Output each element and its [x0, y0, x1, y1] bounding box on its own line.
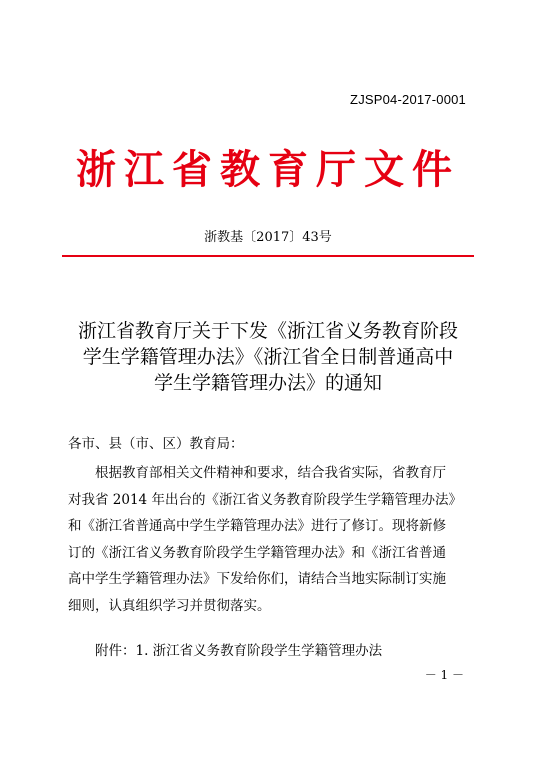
body-line: 对我省 2014 年出台的《浙江省义务教育阶段学生学籍管理办法》 [68, 491, 462, 508]
notice-title-line: 学生学籍管理办法》的通知 [153, 372, 382, 394]
body-line: 高中学生学籍管理办法》下发给你们，请结合当地实际制订实施 [68, 571, 446, 587]
body-line: 根据教育部相关文件精神和要求，结合我省实际，省教育厅 [68, 465, 446, 481]
document-code: ZJSP04-2017-0001 [350, 92, 466, 107]
page-number: － 1 － [424, 668, 464, 682]
notice-title-line: 学生学籍管理办法》《浙江省全日制普通高中 [82, 346, 454, 368]
notice-title-line: 浙江省教育厅关于下发《浙江省义务教育阶段 [77, 320, 458, 342]
attachment-item: 附件：1. 浙江省义务教育阶段学生学籍管理办法 [95, 643, 383, 659]
document-header-title: 浙江省教育厅文件 [76, 146, 460, 193]
salutation: 各市、县（市、区）教育局： [68, 436, 244, 452]
notice-title [60, 318, 476, 396]
red-separator-line [62, 255, 474, 257]
body-line: 细则，认真组织学习并贯彻落实。 [68, 597, 271, 614]
body-line: 订的《浙江省义务教育阶段学生学籍管理办法》和《浙江省普通 [68, 544, 446, 561]
document-number: 浙教基〔2017〕43号 [204, 230, 332, 245]
body-line: 和《浙江省普通高中学生学籍管理办法》进行了修订。现将新修 [68, 518, 446, 534]
body-paragraph [68, 460, 470, 619]
